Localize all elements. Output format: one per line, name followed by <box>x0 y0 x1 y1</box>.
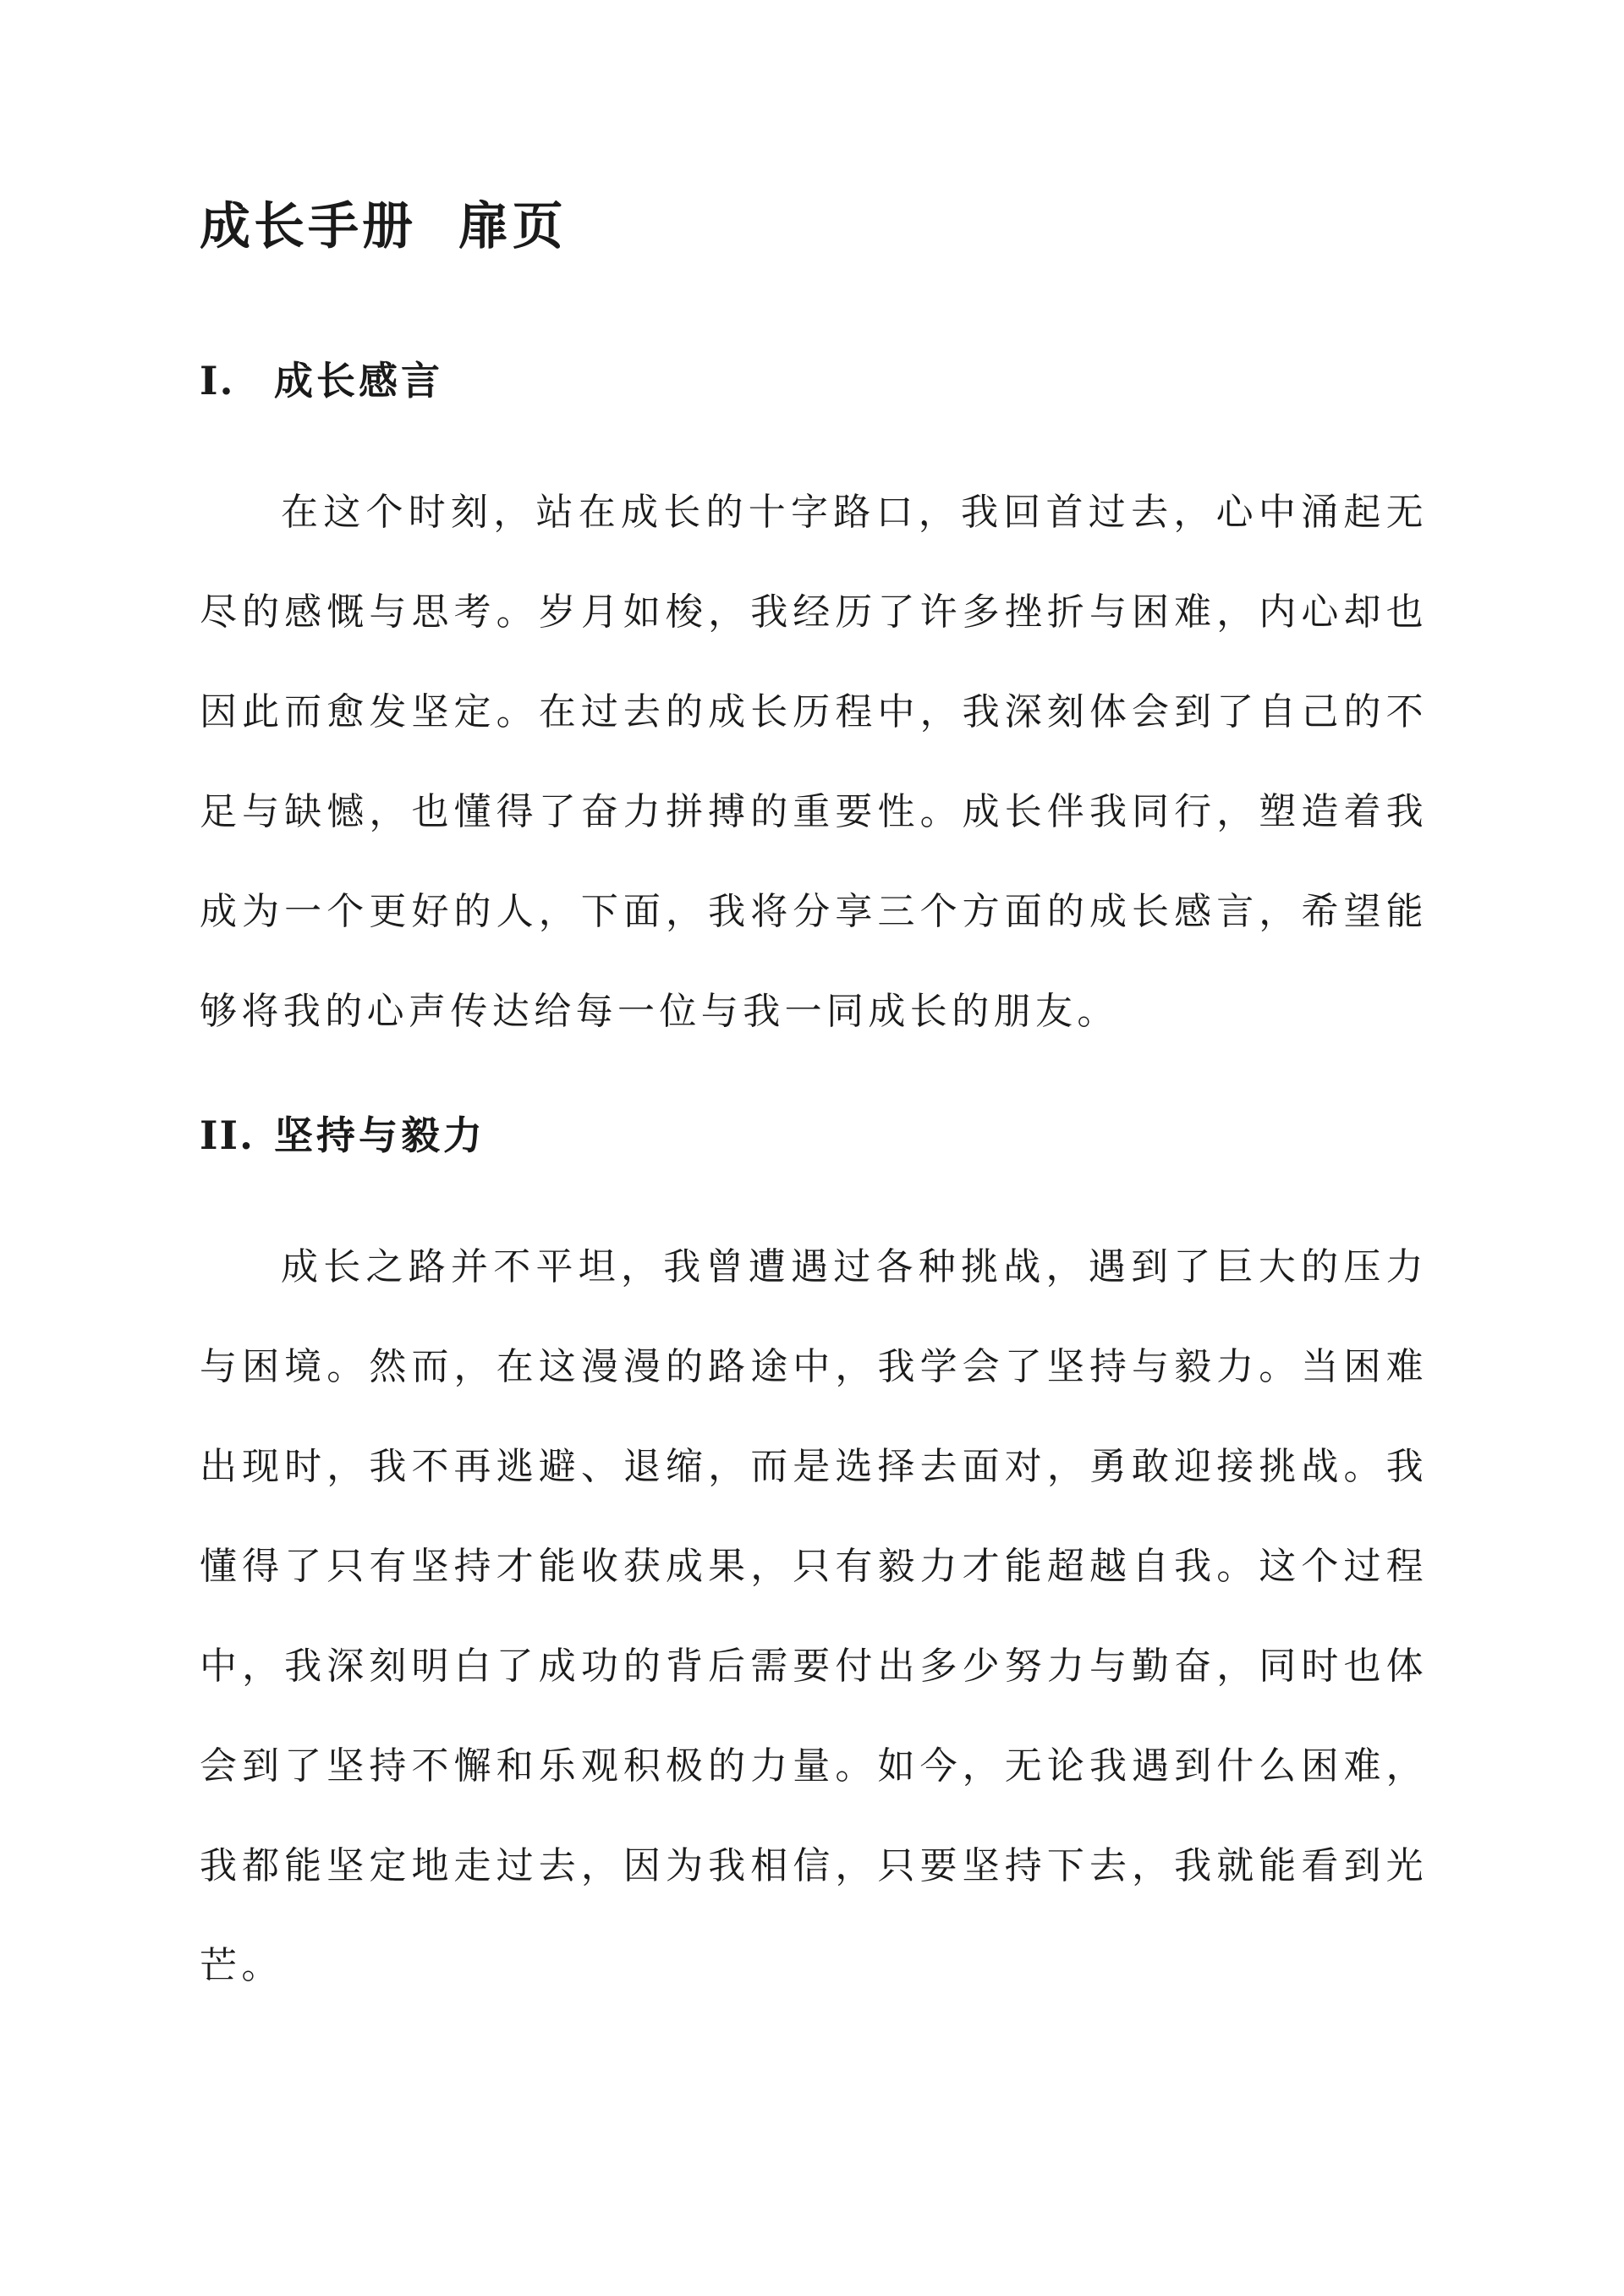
section-heading-perseverance <box>200 1110 486 1161</box>
section-number: II. <box>200 1112 255 1158</box>
section-number: I. <box>200 358 235 404</box>
section-heading-text: 坚持与毅力 <box>274 1112 486 1158</box>
page-title: 成长手册 扉页 <box>200 197 567 256</box>
section-heading-growth-reflections <box>200 355 443 406</box>
section-paragraph-growth-reflections: 在这个时刻，站在成长的十字路口，我回首过去，心中涌起无尽的感慨与思考。岁月如梭，我经历了许多挫折与困难，内心却也因此而愈发坚定。在过去的成长历程中，我深刻体会到了自己的不足与缺憾，也懂得了奋力拼搏的重要性。成长伴我同行，塑造着我成为一个更好的人，下面，我将分享三个方面的成长感言，希望能够将我的心声传达给每一位与我一同成长的朋友。 <box>200 491 1428 1033</box>
section-paragraph-perseverance: 成长之路并不平坦，我曾遭遇过各种挑战，遇到了巨大的压力与困境。然而，在这漫漫的路途中，我学会了坚持与毅力。当困难出现时，我不再逃避、退缩，而是选择去面对，勇敢迎接挑战。我懂得了只有坚持才能收获成果，只有毅力才能超越自我。这个过程中，我深刻明白了成功的背后需要付出多少努力与勤奋，同时也体会到了坚持不懈和乐观积极的力量。如今，无论我遇到什么困难，我都能坚定地走过去，因为我相信，只要坚持下去，我就能看到光芒。 <box>200 1245 1428 1987</box>
section-heading-text: 成长感言 <box>274 358 443 404</box>
